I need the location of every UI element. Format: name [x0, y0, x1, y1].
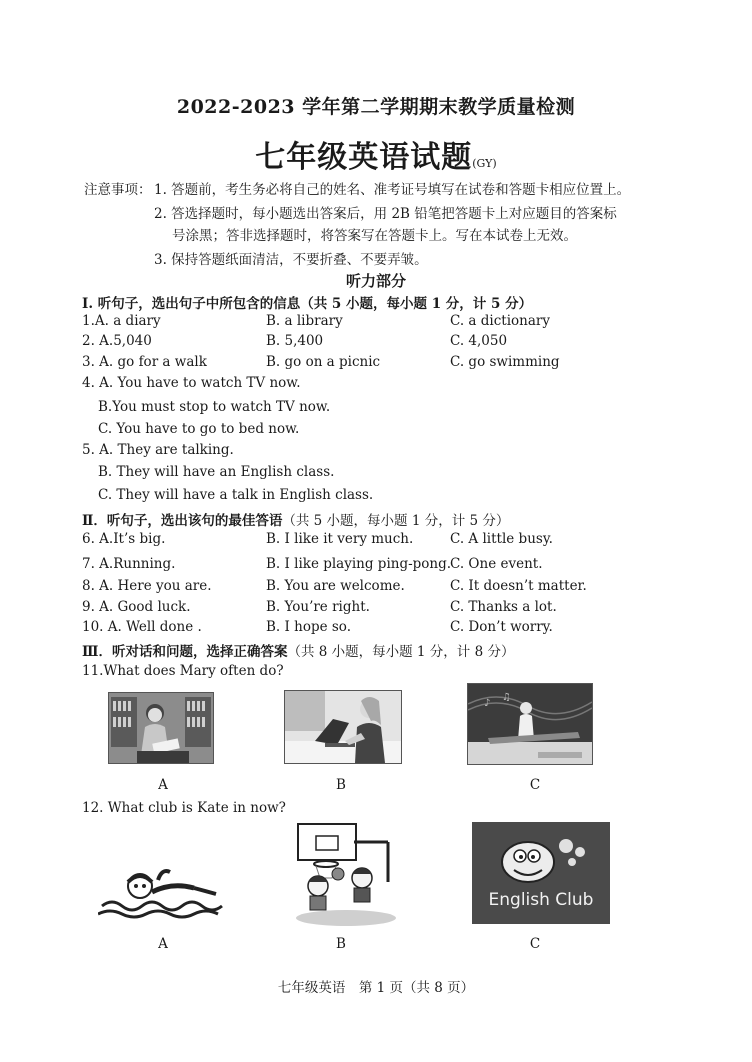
note-2a: 2. 答选择题时，每小题选出答案后，用 2B 铅笔把答题卡上对应题目的答案标: [154, 206, 617, 222]
q12-picture-c-english-club: [472, 822, 610, 924]
q6-option-b: B. I like it very much.: [266, 531, 414, 547]
q5-option-c: C. They will have a talk in English class.: [98, 487, 374, 503]
q7-option-a: 7. A.Running.: [82, 556, 176, 572]
section-3-heading: [82, 640, 514, 660]
q4-option-b: B.You must stop to watch TV now.: [98, 399, 331, 415]
swimmer-icon: [98, 862, 232, 924]
note-3: 3. 保持答题纸面清洁，不要折叠、不要弄皱。: [154, 252, 428, 268]
q6-option-c: C. A little busy.: [450, 531, 553, 547]
section-1-info: （共 5 小题，每小题 1 分，计 5 分）: [300, 296, 533, 312]
note-1: 1. 答题前，考生务必将自己的姓名、准考证号填写在试卷和答题卡相应位置上。: [154, 182, 631, 198]
exam-title: 2022-2023 学年第二学期期末教学质量检测: [176, 96, 576, 118]
listening-heading: 听力部分: [345, 272, 406, 290]
notes-label: 注意事项：: [84, 182, 152, 198]
q2-option-c: C. 4,050: [450, 333, 508, 349]
laptop-woman-illustration: [285, 691, 401, 763]
svg-text:♪: ♪: [484, 698, 491, 709]
q10-option-b: B. I hope so.: [266, 619, 351, 635]
q12-label-b: B: [336, 936, 346, 952]
q11-picture-a-library-reading: [108, 692, 214, 764]
q8-option-c: C. It doesn’t matter.: [450, 578, 587, 594]
q11-label-b: B: [336, 777, 346, 793]
section-1-title: I. 听句子，选出句子中所包含的信息: [82, 296, 301, 312]
q4-option-a: 4. A. You have to watch TV now.: [82, 375, 301, 391]
q1-option-c: C. a dictionary: [450, 313, 550, 329]
q2-option-a: 2. A.5,040: [82, 333, 152, 349]
q8-option-a: 8. A. Here you are.: [82, 578, 212, 594]
q10-option-c: C. Don’t worry.: [450, 619, 553, 635]
section-2-info: （共 5 小题，每小题 1 分，计 5 分）: [282, 513, 510, 529]
section-2-title: Ⅱ．听句子，选出该句的最佳答语: [82, 513, 283, 529]
section-2-heading: [82, 509, 509, 529]
q4-option-c: C. You have to go to bed now.: [98, 421, 300, 437]
section-1-heading: [82, 292, 532, 312]
q1-option-a: 1.A. a diary: [82, 313, 161, 329]
q11-label-c: C: [529, 777, 541, 793]
q7-option-b: B. I like playing ping-pong.: [266, 556, 452, 572]
q11-label-a: A: [158, 777, 168, 793]
q2-option-b: B. 5,400: [266, 333, 324, 349]
q12-picture-a-swimmer: [98, 862, 232, 924]
q3-option-c: C. go swimming: [450, 354, 560, 370]
q11-picture-c-music-stage: [467, 683, 593, 765]
subtitle-code: (GY): [472, 157, 497, 170]
club-mascot-icon: [472, 822, 610, 894]
q7-option-c: C. One event.: [450, 556, 543, 572]
section-3-title: Ⅲ．听对话和问题，选择正确答案: [82, 644, 288, 660]
q9-option-b: B. You’re right.: [266, 599, 370, 615]
subtitle-text: 七年级英语试题: [255, 140, 473, 175]
q3-option-a: 3. A. go for a walk: [82, 354, 207, 370]
q12-question: 12. What club is Kate in now?: [82, 800, 286, 816]
q3-option-b: B. go on a picnic: [266, 354, 381, 370]
q12-label-c: C: [529, 936, 541, 952]
basketball-kids-icon: [290, 822, 402, 928]
exam-subtitle: [0, 132, 752, 176]
q10-option-a: 10. A. Well done .: [82, 619, 202, 635]
q9-option-a: 9. A. Good luck.: [82, 599, 191, 615]
svg-text:♫: ♫: [502, 692, 511, 703]
q1-option-b: B. a library: [266, 313, 343, 329]
q5-option-b: B. They will have an English class.: [98, 464, 335, 480]
club-sign-text: English Club: [488, 890, 594, 910]
q11-question: 11.What does Mary often do?: [82, 663, 284, 679]
q5-option-a: 5. A. They are talking.: [82, 442, 234, 458]
q9-option-c: C. Thanks a lot.: [450, 599, 557, 615]
music-stage-illustration: [468, 684, 592, 764]
page-footer: 七年级英语 第 1 页（共 8 页）: [277, 980, 475, 996]
q12-picture-b-basketball: [290, 822, 402, 928]
q12-label-a: A: [158, 936, 168, 952]
q8-option-b: B. You are welcome.: [266, 578, 405, 594]
section-3-info: （共 8 小题，每小题 1 分，计 8 分）: [287, 644, 515, 660]
q11-picture-b-laptop: [284, 690, 402, 764]
library-reading-illustration: [109, 693, 213, 763]
q6-option-a: 6. A.It’s big.: [82, 531, 166, 547]
note-2b: 号涂黑；答非选择题时，将答案写在答题卡上。写在本试卷上无效。: [172, 228, 577, 244]
